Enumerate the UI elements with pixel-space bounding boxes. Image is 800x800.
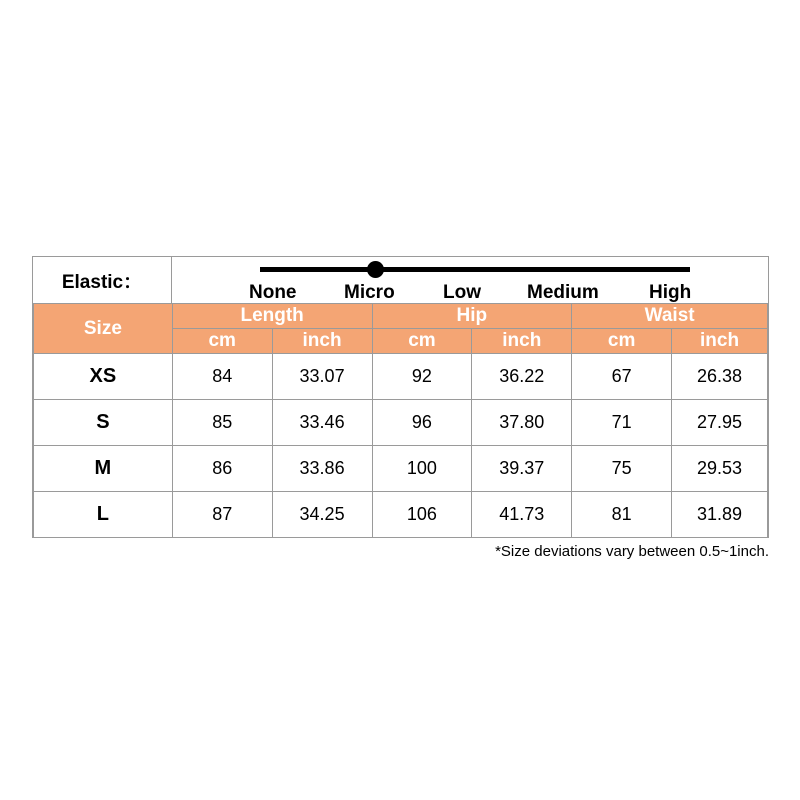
table-cell: 37.80 (472, 400, 572, 446)
elastic-label: Elastic： (33, 257, 172, 303)
table-cell: 33.07 (272, 354, 372, 400)
table-row (34, 354, 768, 400)
table-cell: 41.73 (472, 492, 572, 538)
elastic-row (33, 257, 768, 304)
table-row (34, 446, 768, 492)
unit-header: cm (572, 329, 672, 354)
table-cell: 75 (572, 446, 672, 492)
table-cell: 87 (172, 492, 272, 538)
elastic-scale-marker (367, 261, 384, 278)
size-column-header: Size (34, 304, 173, 354)
table-cell: 92 (372, 354, 472, 400)
elastic-level-micro: Micro (344, 282, 395, 303)
elastic-level-low: Low (443, 282, 481, 303)
size-deviation-note: *Size deviations vary between 0.5~1inch. (495, 543, 769, 560)
table-cell: 96 (372, 400, 472, 446)
length-header: Length (172, 304, 372, 329)
unit-header: cm (172, 329, 272, 354)
unit-header: inch (472, 329, 572, 354)
table-cell: 85 (172, 400, 272, 446)
unit-header: inch (272, 329, 372, 354)
size-label: M (34, 446, 173, 492)
table-cell: 33.46 (272, 400, 372, 446)
hip-header: Hip (372, 304, 572, 329)
table-cell: 71 (572, 400, 672, 446)
size-label: S (34, 400, 173, 446)
unit-header: cm (372, 329, 472, 354)
table-cell: 67 (572, 354, 672, 400)
table-row (34, 400, 768, 446)
table-cell: 31.89 (672, 492, 768, 538)
table-cell: 39.37 (472, 446, 572, 492)
size-label: L (34, 492, 173, 538)
elastic-level-none: None (249, 282, 297, 303)
measure-group-row (34, 304, 768, 329)
elastic-level-high: High (649, 282, 692, 303)
table-cell: 27.95 (672, 400, 768, 446)
table-cell: 34.25 (272, 492, 372, 538)
size-table (33, 303, 768, 538)
table-cell: 106 (372, 492, 472, 538)
table-cell: 100 (372, 446, 472, 492)
table-cell: 84 (172, 354, 272, 400)
elastic-level-medium: Medium (527, 282, 599, 303)
table-cell: 81 (572, 492, 672, 538)
table-cell: 26.38 (672, 354, 768, 400)
table-row (34, 492, 768, 538)
table-cell: 33.86 (272, 446, 372, 492)
size-chart (32, 256, 769, 538)
table-cell: 86 (172, 446, 272, 492)
elastic-scale-line (260, 267, 690, 272)
table-cell: 36.22 (472, 354, 572, 400)
table-cell: 29.53 (672, 446, 768, 492)
size-label: XS (34, 354, 173, 400)
unit-header: inch (672, 329, 768, 354)
waist-header: Waist (572, 304, 768, 329)
